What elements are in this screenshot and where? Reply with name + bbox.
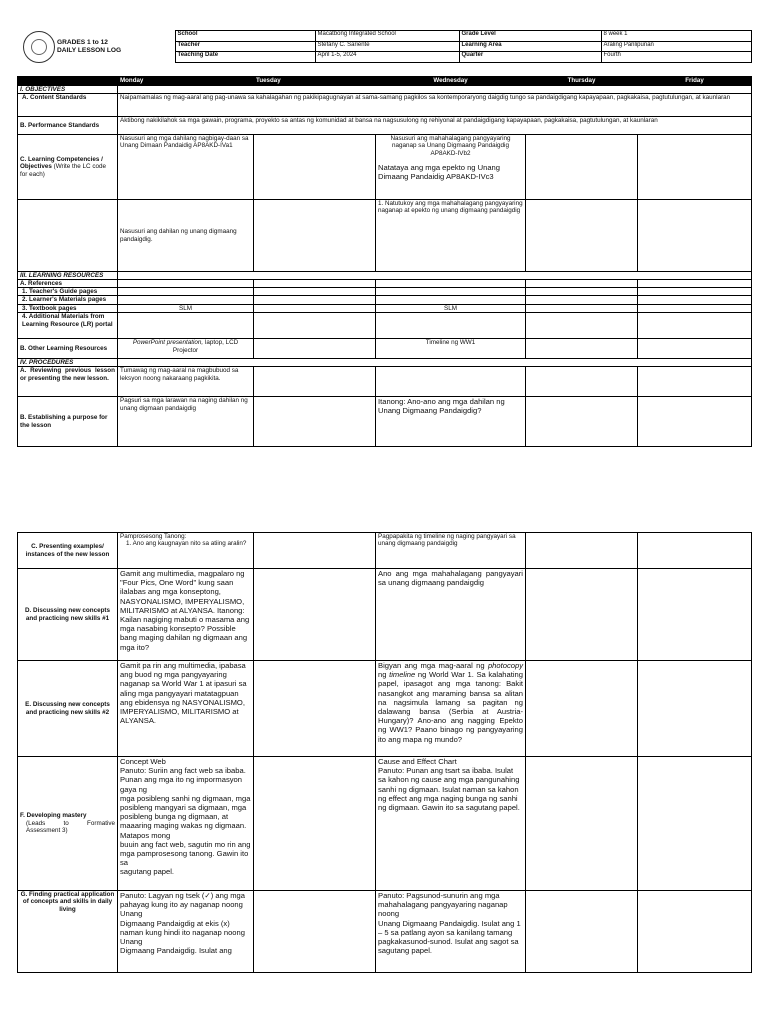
- quarter-value: Fourth: [601, 52, 751, 63]
- procedure-e-wed-timeline: timeline: [389, 670, 416, 680]
- performance-standards-label: B. Performance Standards: [18, 117, 118, 135]
- procedure-g-wednesday: Panuto: Pagsunod-sunurin ang mga mahahalagang pangyayaring naganap noong Unang Digmaang Pandaigdig. Isulat ang 1 – 5 sa patlang ayon sa kanilang tamang pagkakasunod-sunod. Isulat ang sagot sa sagutang papel.: [376, 891, 526, 973]
- procedure-e-wed-photocopy: photocopy: [487, 661, 523, 670]
- deped-seal-icon: [23, 31, 55, 63]
- teacher-value: Stefany C. Sariente: [315, 41, 459, 52]
- procedure-f-label: F. Developing mastery: [20, 812, 87, 820]
- additional-materials-label: 4. Additional Materials from Learning Resource (LR) portal: [18, 313, 118, 339]
- procedure-e-wed-part-1: Bigyan ang mga mag-aaral ng: [378, 661, 488, 670]
- other-resources-monday-text: laptop, LCD Projector: [172, 339, 239, 354]
- grade-label: Grade Level: [459, 31, 601, 42]
- other-resources-monday: [118, 339, 254, 359]
- procedure-c-monday-1: Pamprosesong Tanong:: [120, 533, 187, 540]
- procedure-e-wednesday: [376, 661, 526, 757]
- area-value: Araling Panlipunan: [601, 41, 751, 52]
- references-label: A. References: [18, 280, 118, 288]
- objective-monday: Nasusuri ang dahilan ng unang digmaang pandaigdig.: [118, 200, 254, 272]
- teachers-guide-label: 1. Teacher's Guide pages: [18, 288, 118, 296]
- content-standards-value: Naipamamalas ng mag-aaral ang pag-unawa sa kahalagahan ng pakikipagugnayan at sama-samang pagkilos sa kontemporaryong daigdig tungo sa pandaigdigang kapayapaan, pagkakaisa, pagtutulungan, at kaunlaran: [118, 94, 752, 117]
- objective-wednesday: 1. Natutukoy ang mga mahahalagang pangyayaring naganap at epekto ng unang digmaang pandaigdig: [376, 200, 526, 272]
- procedure-a-monday: Tumawag ng mag-aaral na magbubuod sa leksyon noong nakaraang pagkikita.: [118, 367, 254, 397]
- procedure-f-note: (Leads to Formative Assessment 3): [26, 819, 115, 835]
- logo-cell: [17, 31, 55, 63]
- competency-wednesday: [376, 135, 526, 200]
- procedure-b-monday: Pagsuri sa mga larawan na naging dahilan ng unang digmaan pandaigdig: [118, 397, 254, 447]
- day-tuesday: Tuesday: [254, 77, 376, 86]
- procedure-b-wednesday: Itanong: Ano-ano ang mga dahilan ng Unang Digmaang Pandaigdig?: [376, 397, 526, 447]
- title-line-2: DAILY LESSON LOG: [57, 46, 122, 54]
- procedure-c-wednesday: Pagpapakita ng timeline ng naging pangyayari sa unang digmaang pandaigdig: [376, 533, 526, 569]
- competencies-note: (Write the LC code for each): [20, 163, 106, 178]
- procedure-a-label: A. Reviewing previous lesson or presenting the new lesson.: [18, 367, 118, 397]
- procedures-heading: IV. PROCEDURES: [18, 359, 118, 367]
- procedure-f-wednesday: Cause and Effect Chart Panuto: Punan ang tsart sa ibaba. Isulat sa kahon ng cause ang mga pangunahing sanhi ng digmaan. Isulat naman sa kahon ng effect ang mga naging bunga ng sanhi ng digmaan. Gawin ito sa sagutang papel.: [376, 757, 526, 891]
- lesson-log-header: [17, 30, 751, 63]
- procedure-d-wednesday: Ano ang mga mahahalagang pangyayari sa unang digmaang pandaigdig: [376, 569, 526, 661]
- procedure-c-monday-2: 1. Ano ang kaugnayan nito sa atiing aralin?: [126, 540, 247, 548]
- procedure-c-label: C. Presenting examples/ instances of the new lesson: [18, 533, 118, 569]
- textbook-wednesday: SLM: [376, 304, 526, 312]
- procedure-d-monday: Gamit ang multimedia, magpalaro ng "Four Pics, One Word" kung saan ilalabas ang mga konseptong, NASYONALISMO, IMPERYALISMO, MILITARISMO at ALYANSA. Itanong: Kailan nagiging mabuti o masama ang mga nasabing konsepto? Possible bang maging dahilan ng digmaan ang mga ito?: [118, 569, 254, 661]
- other-resources-wednesday: Timeline ng WW1: [376, 339, 526, 359]
- procedure-e-wed-part-3: ng World War 1. Sa kalahating papel, ipasagot ang mga tanong: Bakit nasangkot ang maraming bansa sa alitan na nagsimula lamang sa pagitan ng dalawang bansa (Serbia at Austria-Hungary)? Ano-ano ang nagging Epekto ng WW1? Paano binago ng pangyayaring ito ang mapa ng mundo?: [378, 670, 523, 744]
- competency-wednesday-1: Nasusuri ang mahahalagang pangyayaring naganap sa Unang Digmaang Pandaigdig AP8AKD-IVb2: [390, 135, 511, 157]
- procedure-e-label: E. Discussing new concepts and practicing new skills #2: [18, 661, 118, 757]
- day-monday: Monday: [118, 77, 254, 86]
- content-standards-label: A. Content Standards: [18, 94, 118, 117]
- area-label: Learning Area: [459, 41, 601, 52]
- procedure-c-monday: [118, 533, 254, 569]
- day-wednesday: Wednesday: [376, 77, 526, 86]
- other-resources-monday-italic: PowerPoint presentation,: [132, 339, 204, 347]
- textbook-monday: SLM: [118, 304, 254, 312]
- lesson-log-table-2: [17, 532, 751, 973]
- procedure-g-label: G. Finding practical application of concepts and skills in daily living: [18, 891, 118, 973]
- procedure-g-monday: Panuto: Lagyan ng tsek (✓) ang mga pahayag kung ito ay naganap noong Unang Digmaang Pandaigdig at ekis (x) naman kung hindi ito naganap noong Unang Digmaang Pandaigdig. Isulat ang: [118, 891, 254, 973]
- other-resources-label: B. Other Learning Resources: [18, 339, 118, 359]
- objectives-heading: I. OBJECTIVES: [18, 86, 118, 94]
- competencies-label: [18, 135, 118, 200]
- textbook-label: 3. Textbook pages: [18, 304, 118, 312]
- day-header-row: [18, 77, 752, 86]
- resources-heading: III. LEARNING RESOURCES: [18, 272, 118, 280]
- lesson-log-table-1: [17, 76, 751, 447]
- procedure-d-label: D. Discussing new concepts and practicing new skills #1: [18, 569, 118, 661]
- document-title: [55, 31, 175, 63]
- procedure-e-monday: Gamit pa rin ang multimedia, ipabasa ang buod ng mga pangyayaring naganap sa World War 1 at ipasuri sa aling mga pangyayari matatagpuan ang ebidensya ng NASYONALISMO, IMPERYALISMO, MILITARISMO at ALYANSA.: [118, 661, 254, 757]
- performance-standards-value: Aktibong nakikilahok sa mga gawain, programa, proyekto sa antas ng komunidad at bansa na nagsusulong ng rehiyonal at pandaigdigang kapayapaan, pagkakaisa, pagtutulungan, at kaunlaran: [118, 117, 752, 135]
- day-thursday: Thursday: [526, 77, 638, 86]
- grade-value: 8 week 1: [601, 31, 751, 42]
- quarter-label: Quarter: [459, 52, 601, 63]
- school-label: School: [175, 31, 315, 42]
- day-header-blank: [18, 77, 118, 86]
- school-value: Macatbong Integrated School: [315, 31, 459, 42]
- date-label: Teaching Date: [175, 52, 315, 63]
- procedure-e-wed-part-2: ng: [378, 670, 390, 680]
- title-line-1: GRADES 1 to 12: [57, 38, 108, 46]
- date-value: April 1-5, 2024: [315, 52, 459, 63]
- day-friday: Friday: [638, 77, 752, 86]
- competency-wednesday-2: Natataya ang mga epekto ng Unang Dimaang Pandaidig AP8AKD-IVc3: [378, 163, 501, 182]
- procedure-b-label: B. Establishing a purpose for the lesson: [18, 397, 118, 447]
- competency-monday: Nasusuri ang mga dahilang nagbigay-daan sa Unang Dimaan Pandaidig AP8AKD-IVa1: [118, 135, 254, 200]
- teacher-label: Teacher: [175, 41, 315, 52]
- competencies-title: C. Learning Competencies / Objectives: [20, 155, 103, 171]
- procedure-f-label-cell: [18, 757, 118, 891]
- learners-materials-label: 2. Learner's Materials pages: [18, 296, 118, 304]
- procedure-f-monday: Concept Web Panuto: Suriin ang fact web sa ibaba. Punan ang mga ito ng impormasyon gaya ng mga posibleng sanhi ng digmaan, mga posibleng mangyari sa digmaan, mga posibleng bunga ng digmaan, at maaaring maging wakas ng digmaan. Matapos mong buuin ang fact web, sagutin mo rin ang mga pamprosesong tanong. Gawin ito sa sagutang papel.: [118, 757, 254, 891]
